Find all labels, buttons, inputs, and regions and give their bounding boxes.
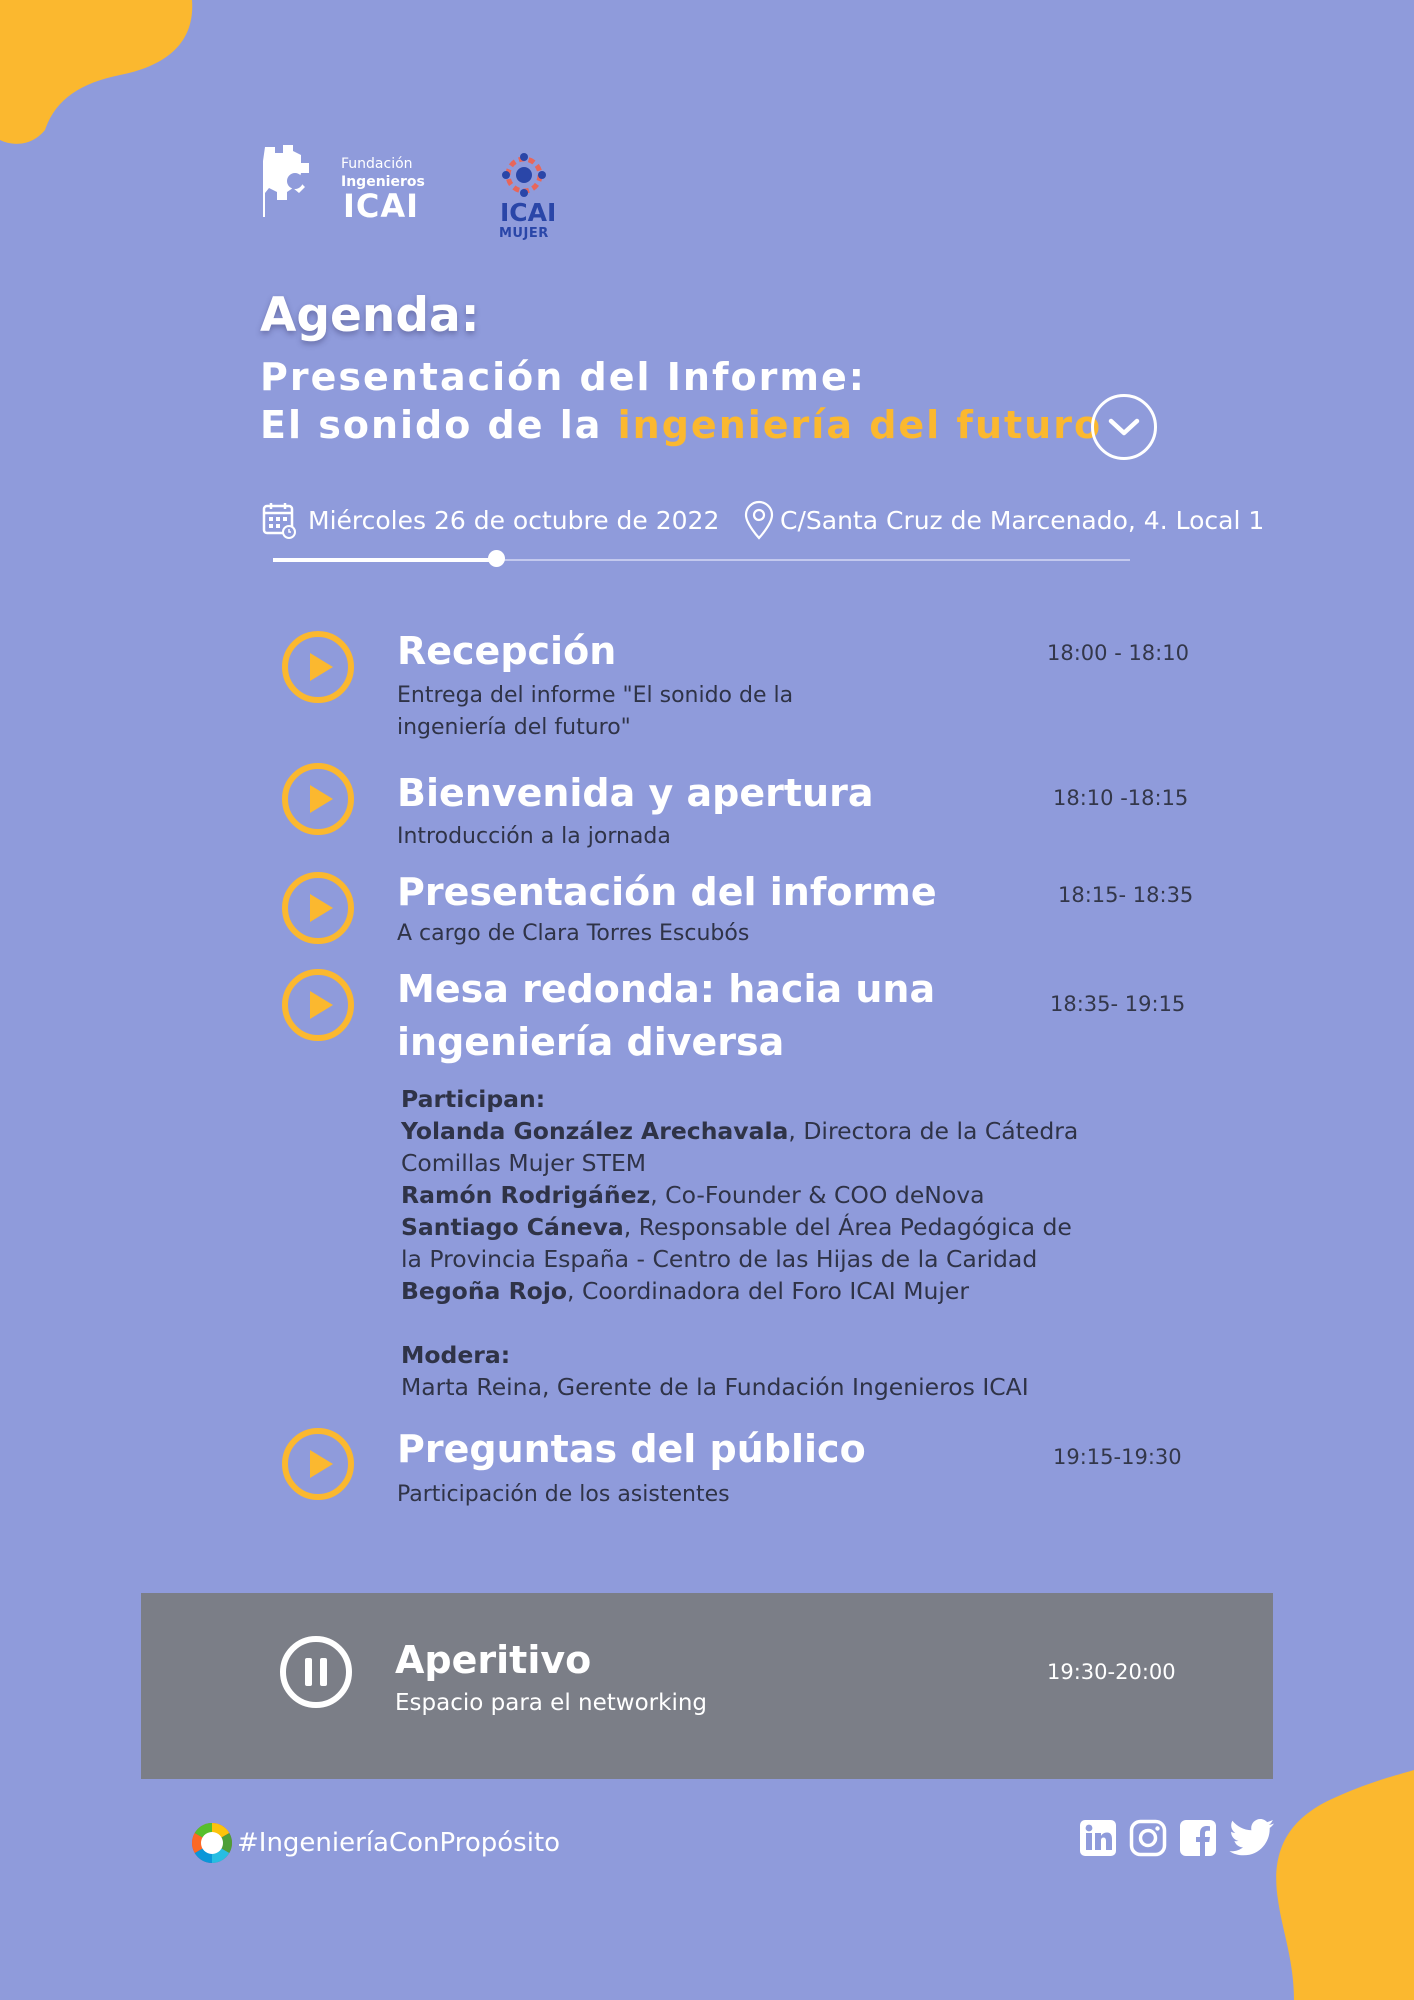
item-title-line-2: ingeniería diversa [397,1020,785,1064]
participants-label: Participan: [401,1085,546,1113]
item-time: 18:15- 18:35 [1058,883,1194,907]
hashtag-text: #IngenieríaConPropósito [237,1828,561,1858]
participant-name: Yolanda González Arechavala [401,1117,789,1145]
break-title: Aperitivo [395,1638,592,1682]
expand-button[interactable] [1091,394,1157,460]
page-title: Agenda: [260,288,480,343]
linkedin-icon[interactable] [1079,1819,1117,1857]
item-title: Preguntas del público [397,1427,866,1471]
bottom-right-blob [1274,1770,1414,2000]
item-description: A cargo de Clara Torres Escubós [397,921,750,946]
logo-text-ingenieros: Ingenieros [341,174,425,190]
instagram-icon[interactable] [1129,1819,1167,1857]
participant-3-role-cont: la Provincia España - Centro de las Hijas de la Caridad [401,1245,1038,1273]
progress-thumb[interactable] [488,550,505,567]
participant-2 [401,1179,1121,1211]
play-icon[interactable] [280,870,356,946]
facebook-icon[interactable] [1179,1819,1217,1857]
moderator-label: Modera: [401,1341,511,1369]
moderator: Marta Reina, Gerente de la Fundación Ingenieros ICAI [401,1373,1029,1401]
calendar-icon [262,501,296,539]
participant-name: Santiago Cáneva [401,1213,624,1241]
twitter-icon[interactable] [1229,1819,1275,1857]
gear-logo-icon [263,143,333,227]
item-description-line-1: Entrega del informe "El sonido de la [397,683,794,708]
participant-4 [401,1275,1121,1307]
item-title: Presentación del informe [397,870,937,914]
item-description: Introducción a la jornada [397,824,671,849]
play-icon[interactable] [280,629,356,705]
play-icon[interactable] [280,761,356,837]
page-subtitle [260,353,1102,449]
top-left-blob [0,0,200,150]
participant-role: , Directora de la Cátedra [788,1117,1079,1145]
subtitle-line-1: Presentación del Informe: [260,355,866,399]
item-time: 19:15-19:30 [1053,1445,1182,1469]
event-location [742,500,1264,540]
logo-text-mujer: MUJER [499,226,549,241]
participant-1 [401,1115,1121,1147]
logo-text-fundacion: Fundación [341,156,413,172]
participant-role: , Responsable del Área Pedagógica de [623,1213,1072,1241]
item-time: 18:10 -18:15 [1053,786,1189,810]
participant-1-role-cont: Comillas Mujer STEM [401,1149,647,1177]
play-icon[interactable] [280,967,356,1043]
subtitle-line-2 [260,401,1102,449]
break-time: 19:30-20:00 [1047,1660,1176,1684]
event-location-text: C/Santa Cruz de Marcenado, 4. Local 1 [780,505,1265,535]
progress-fill [273,558,496,562]
icai-mujer-logo [494,152,557,242]
sdg-wheel-icon [189,1820,235,1866]
subtitle-prefix: El sonido de la [260,403,618,447]
logo-text-icai: ICAI [343,187,420,225]
event-date-text: Miércoles 26 de octubre de 2022 [308,505,720,535]
item-description: Participación de los asistentes [397,1482,730,1507]
item-title: Bienvenida y apertura [397,771,874,815]
chevron-down-icon [1107,417,1141,437]
event-date [262,500,719,540]
item-title [397,963,935,1069]
pause-icon[interactable] [278,1634,354,1710]
fundacion-ingenieros-icai-logo [263,143,423,227]
social-links [1079,1819,1275,1857]
participant-name: Begoña Rojo [401,1277,568,1305]
participant-name: Ramón Rodrigáñez [401,1181,651,1209]
panel-participants [401,1083,1121,1403]
item-description-line-2: ingeniería del futuro" [397,715,631,740]
participant-role: , Co-Founder & COO deNova [650,1181,985,1209]
logo-text-icai-mujer: ICAI [500,198,557,227]
hashtag [189,1820,560,1866]
item-time: 18:00 - 18:10 [1047,641,1189,665]
item-title: Recepción [397,629,617,673]
item-time: 18:35- 19:15 [1050,992,1186,1016]
item-description [397,680,793,744]
play-icon[interactable] [280,1426,356,1502]
participant-role: , Coordinadora del Foro ICAI Mujer [567,1277,970,1305]
item-title-line-1: Mesa redonda: hacia una [397,967,936,1011]
subtitle-accent: ingeniería del futuro [617,403,1103,447]
participant-3 [401,1211,1121,1243]
location-pin-icon [742,500,776,540]
break-description: Espacio para el networking [395,1690,708,1716]
people-circle-logo-icon [499,152,549,198]
